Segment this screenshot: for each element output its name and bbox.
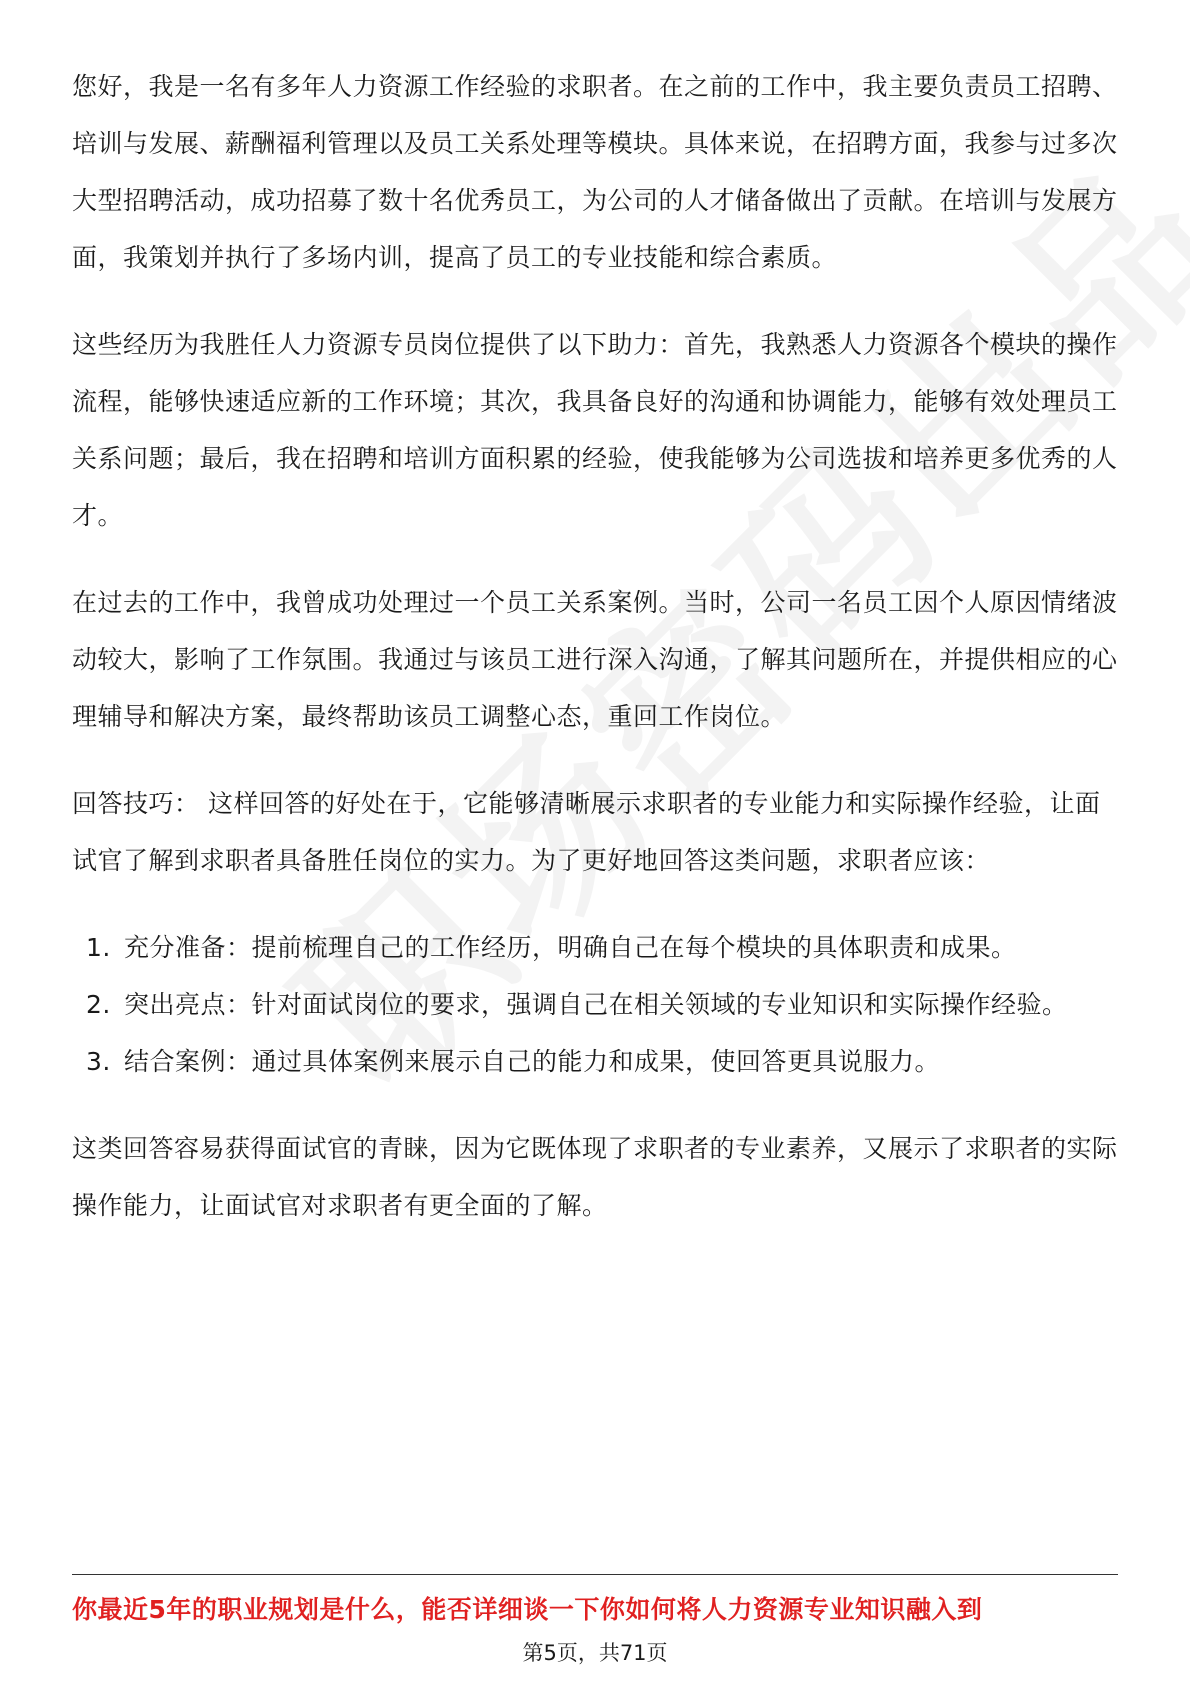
list-item <box>72 976 1120 1033</box>
list-item <box>72 919 1120 976</box>
list-item-text: 结合案例：通过具体案例来展示自己的能力和成果，使回答更具说服力。 <box>124 1047 941 1076</box>
document-body <box>72 58 1120 1264</box>
next-question-heading: 你最近5年的职业规划是什么，能否详细谈一下你如何将人力资源专业知识融入到 <box>72 1595 983 1624</box>
list-item-number: 3. <box>86 1047 111 1076</box>
list-item-number: 2. <box>86 990 111 1019</box>
paragraph-case: 在过去的工作中，我曾成功处理过一个员工关系案例。当时，公司一名员工因个人原因情绪波动较大，影响了工作氛围。我通过与该员工进行深入沟通，了解其问题所在，并提供相应的心理辅导和解决方案，最终帮助该员工调整心态，重回工作岗位。 <box>72 588 1118 731</box>
paragraph-intro: 您好，我是一名有多年人力资源工作经验的求职者。在之前的工作中，我主要负责员工招聘、培训与发展、薪酬福利管理以及员工关系处理等模块。具体来说，在招聘方面，我参与过多次大型招聘活动，成功招募了数十名优秀员工，为公司的人才储备做出了贡献。在培训与发展方面，我策划并执行了多场内训，提高了员工的专业技能和综合素质。 <box>72 72 1118 272</box>
list-item-text: 充分准备：提前梳理自己的工作经历，明确自己在每个模块的具体职责和成果。 <box>124 933 1017 962</box>
list-item-text: 突出亮点：针对面试岗位的要求，强调自己在相关领域的专业知识和实际操作经验。 <box>124 990 1068 1019</box>
paragraph-conclusion: 这类回答容易获得面试官的青睐，因为它既体现了求职者的专业素养，又展示了求职者的实际操作能力，让面试官对求职者有更全面的了解。 <box>72 1134 1118 1220</box>
tips-list <box>72 919 1120 1090</box>
page-number: 第5页，共71页 <box>522 1641 668 1665</box>
section-divider <box>72 1574 1118 1575</box>
list-item-number: 1. <box>86 933 111 962</box>
list-item <box>72 1033 1120 1090</box>
paragraph-answer-tips: 回答技巧： 这样回答的好处在于，它能够清晰展示求职者的专业能力和实际操作经验，让面试官了解到求职者具备胜任岗位的实力。为了更好地回答这类问题，求职者应该： <box>72 789 1101 875</box>
paragraph-advantages: 这些经历为我胜任人力资源专员岗位提供了以下助力：首先，我熟悉人力资源各个模块的操作流程，能够快速适应新的工作环境；其次，我具备良好的沟通和协调能力，能够有效处理员工关系问题；最后，我在招聘和培训方面积累的经验，使我能够为公司选拔和培养更多优秀的人才。 <box>72 330 1118 530</box>
